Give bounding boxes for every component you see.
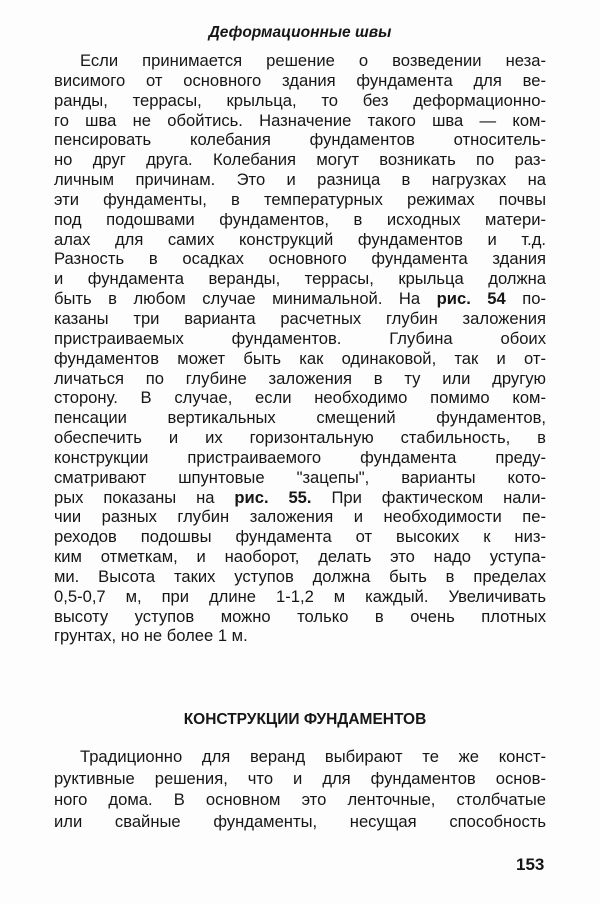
text-line: конструкции пристраиваемого фундамента преду- <box>54 447 546 467</box>
text-line: под подошвами фундаментов, в исходных матери- <box>54 209 546 229</box>
text-segment: рых показаны на <box>54 487 215 507</box>
text-line: пенсировать колебания фундаментов относитель- <box>54 130 546 150</box>
running-header-title: Деформационные швы <box>208 24 392 41</box>
text-line: ким отметкам, и наоборот, делать это надо уступа- <box>54 547 546 567</box>
text-line: Если принимается решение о возведении неза- <box>80 51 546 70</box>
text-line: 0,5-0,7 м, при длине 1-1,2 м каждый. Увеличивать <box>54 586 546 606</box>
text-line: или свайные фундаменты, несущая способность <box>54 811 546 831</box>
text-line: и фундамента веранды, террасы, крыльца должна <box>54 269 546 289</box>
text-line: пристраиваемых фундаментов. Глубина обоих <box>54 328 546 348</box>
text-line: обеспечить и их горизонтальную стабильность, в <box>54 428 546 448</box>
text-line: реходов подошвы фундамента от высоких к низ- <box>54 527 546 547</box>
page-number: 153 <box>516 855 545 874</box>
paragraph-foundation-constructions <box>54 746 546 832</box>
figure-reference: рис. 54 <box>436 289 506 309</box>
text-line: висимого от основного здания фундамента для ве- <box>54 70 546 90</box>
text-line: ранды, террасы, крыльца, то без деформационно- <box>54 90 546 110</box>
section-heading: КОНСТРУКЦИИ ФУНДАМЕНТОВ <box>183 711 427 728</box>
paragraph-deformation-joints <box>54 51 546 646</box>
text-line: руктивные решения, что и для фундаментов основ- <box>54 768 546 788</box>
text-line: Разность в осадках основного фундамента здания <box>54 249 546 269</box>
text-segment: по- <box>522 289 546 309</box>
text-line: но друг друга. Колебания могут возникать по раз- <box>54 150 546 170</box>
text-line: чии разных глубин заложения и необходимости пе- <box>54 507 546 527</box>
text-line: го шва не обойтись. Назначение такого шва — ком- <box>54 110 546 130</box>
text-line: казаны три варианта расчетных глубин заложения <box>54 308 546 328</box>
text-line: сторону. В случае, если необходимо помимо ком- <box>54 388 546 408</box>
text-line: личаться по глубине заложения в ту или другую <box>54 368 546 388</box>
text-line: грунтах, но не более 1 м. <box>54 626 248 646</box>
text-line: эти фундаменты, в температурных режимах почвы <box>54 189 546 209</box>
text-line: пенсации вертикальных смещений фундаментов, <box>54 408 546 428</box>
text-segment: При фактическом нали- <box>331 487 546 507</box>
text-line: личным причинам. Это и разница в нагрузках на <box>54 170 546 190</box>
text-line: ного дома. В основном это ленточные, столбчатые <box>54 790 546 810</box>
text-segment: быть в любом случае минимальной. На <box>54 289 421 309</box>
text-line <box>54 488 546 508</box>
text-line: фундаментов может быть как одинаковой, так и от- <box>54 348 546 368</box>
text-line <box>54 289 546 309</box>
text-line: алах для самих конструкций фундаментов и т.д. <box>54 229 546 249</box>
figure-reference: рис. 55. <box>234 487 312 507</box>
text-line: высоту уступов можно только в очень плотных <box>54 606 546 626</box>
text-line: сматривают шпунтовые "зацепы", варианты кото- <box>54 467 546 487</box>
text-line: Традиционно для веранд выбирают те же конст- <box>80 747 546 766</box>
text-line: ми. Высота таких уступов должна быть в пределах <box>54 566 546 586</box>
